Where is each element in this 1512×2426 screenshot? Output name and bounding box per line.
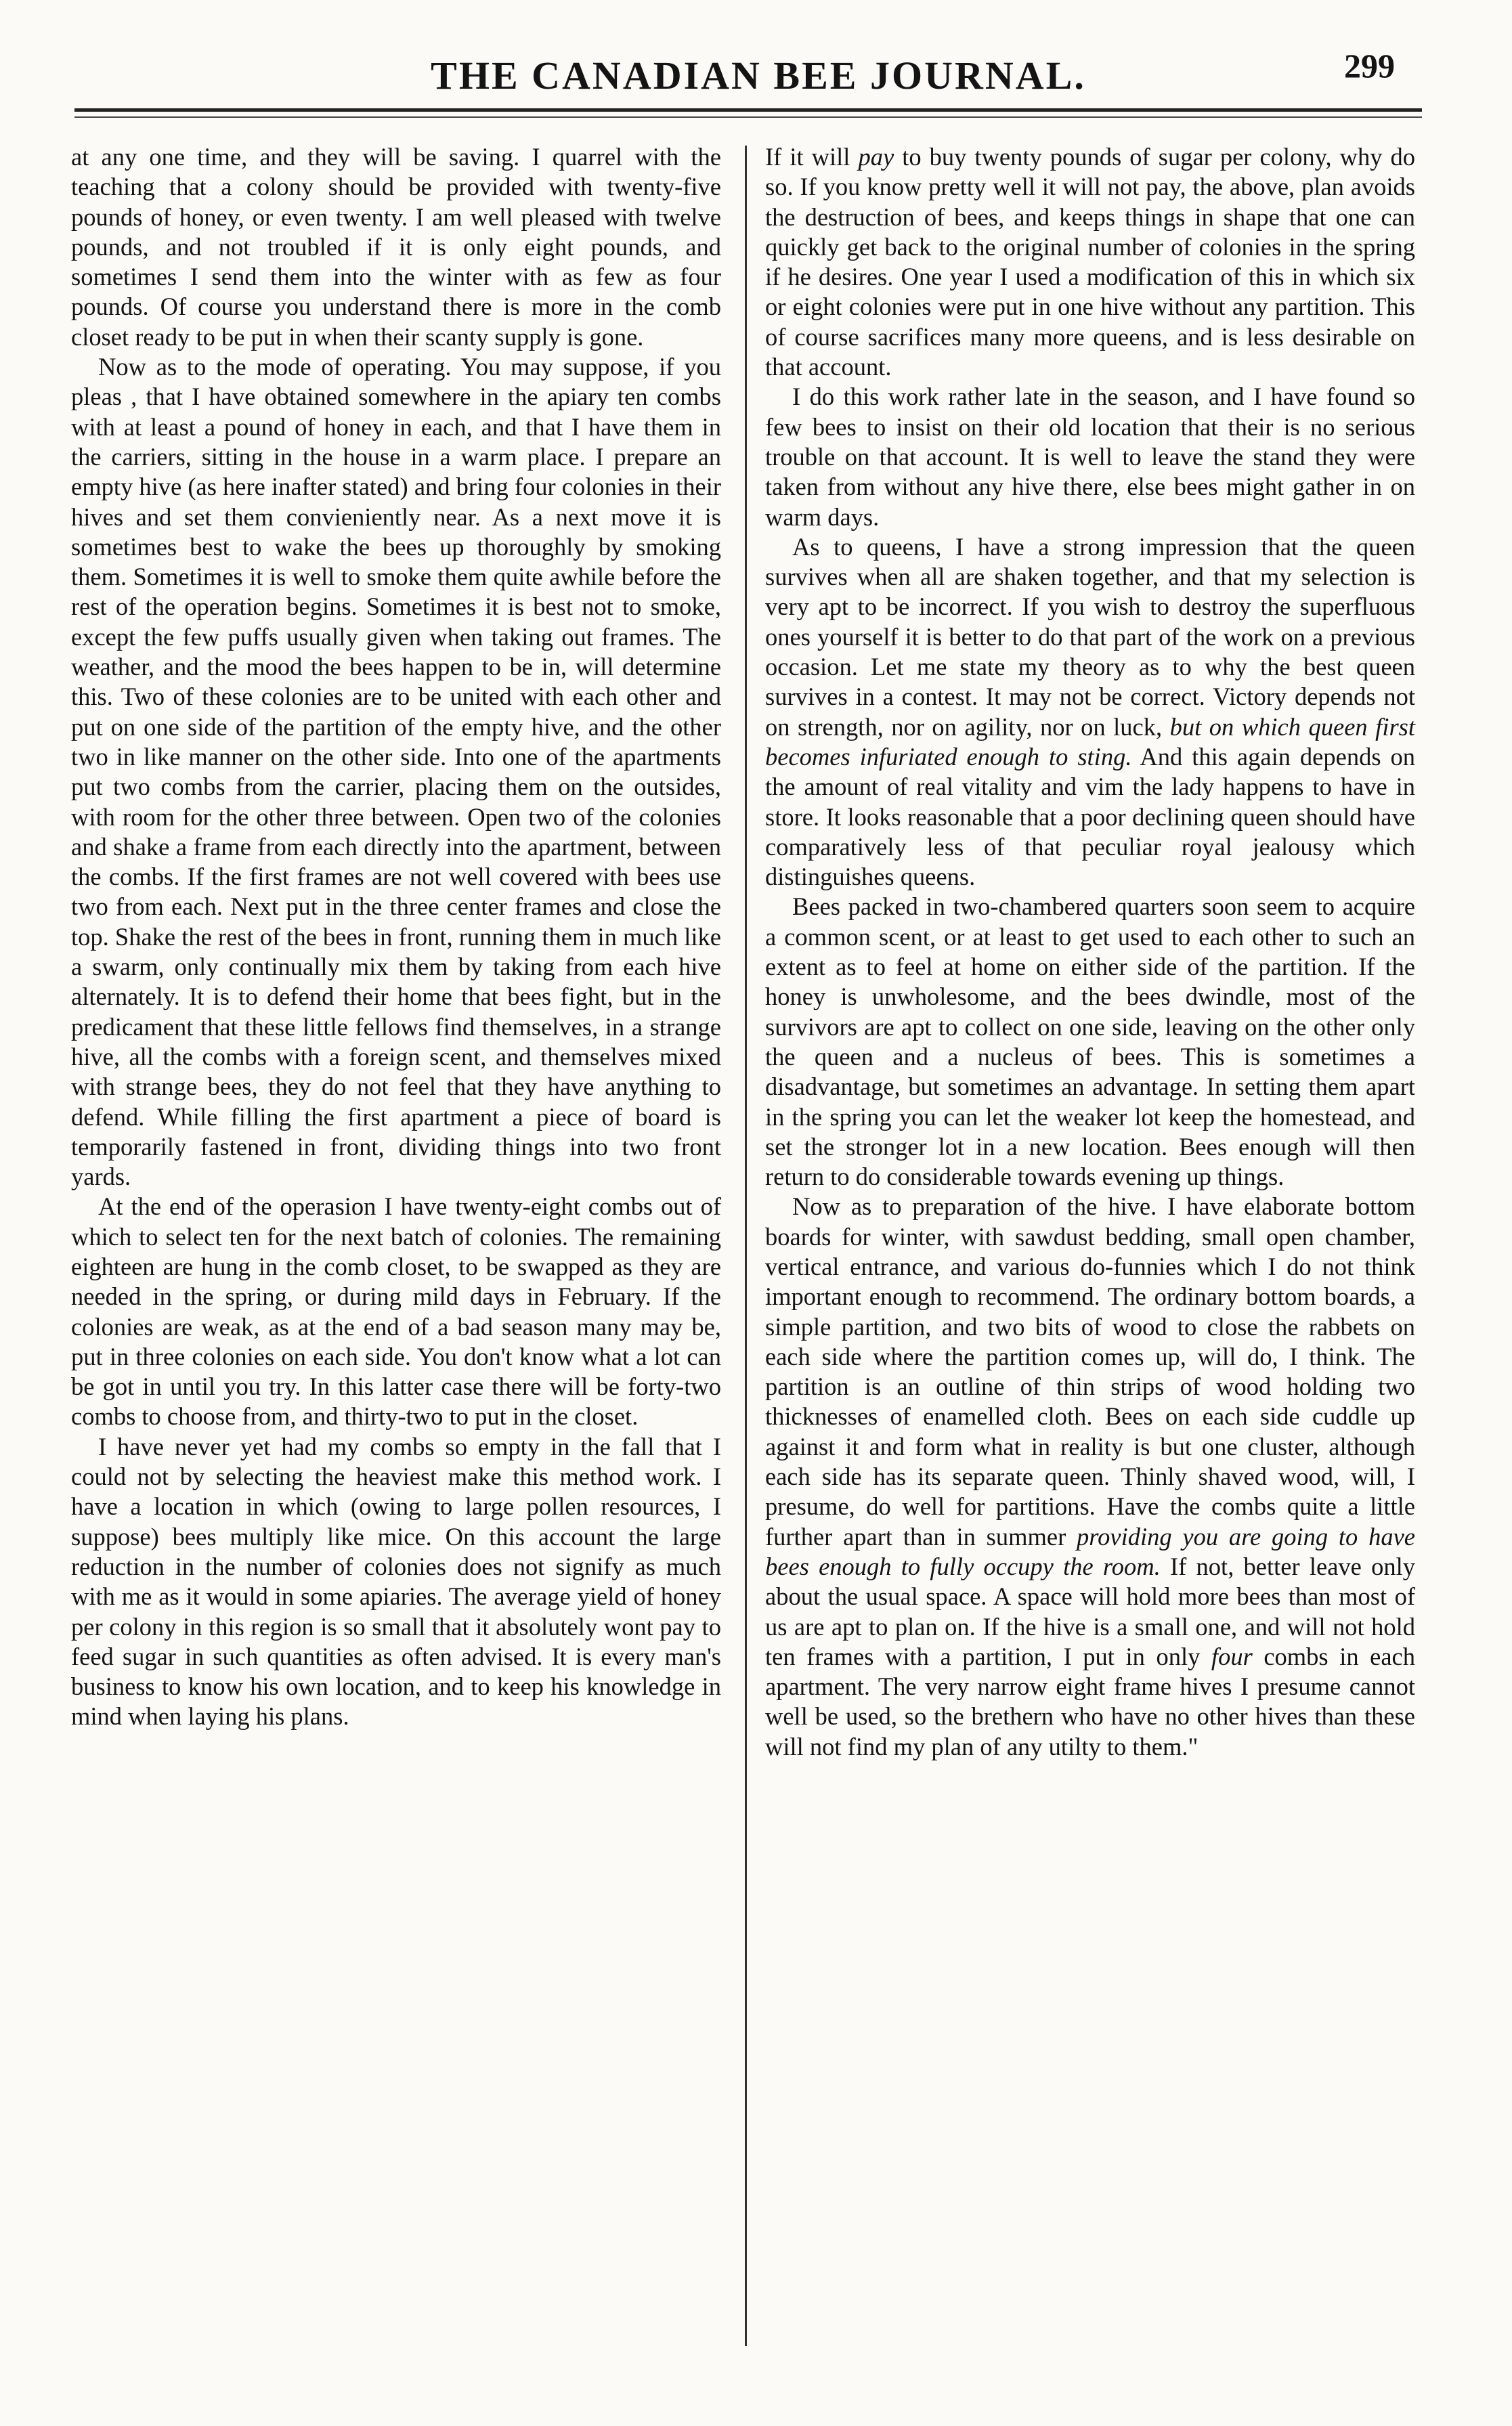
text-run: to buy twenty pounds of sugar per colony, why do so. If you know pretty well it will not pay, the above, plan avoids the destruction of bees, and keeps things in shape that one can quickly get back to the original number of colonies in the spring if he desires. One year I used a modification of this in which six or eight colonies were put in one hive without any partition. This of course sacrifices many more queens, and is less desirable on that account. — [765, 143, 1415, 381]
paragraph: At the end of the operasion I have twenty-eight combs out of which to select ten for the next batch of colonies. The remaining eighteen are hung in the comb closet, to be swapped as they are needed in the spring, or during mild days in February. If the colonies are weak, as at the end of a bad season many may be, put in three colonies on each side. You don't know what a lot can be got in until you try. In this latter case there will be forty-two combs to choose from, and thirty-two to put in the closet. — [71, 1192, 721, 1431]
header-rule-thin — [74, 116, 1422, 118]
journal-title: THE CANADIAN BEE JOURNAL. — [431, 53, 1086, 98]
paragraph — [765, 1192, 1415, 1762]
paragraph: Now as to the mode of operating. You may suppose, if you pleas , that I have obtained somewhere in the apiary ten combs with at least a pound of honey in each, and that I have them in the carriers, sitting in the house in a warm place. I prepare an empty hive (as here inafter stated) and bring four colonies in their hives and set them convieniently near. As a next move it is sometimes best to wake the bees up thoroughly by smoking them. Sometimes it is well to smoke them quite awhile before the rest of the operation begins. Sometimes it is best not to smoke, except the few puffs usually given when taking out frames. The weather, and the mood the bees happen to be in, will determine this. Two of these colonies are to be united with each other and put on one side of the partition of the empty hive, and the other two in like manner on the other side. Into one of the apartments put two combs from the carrier, placing them on the outsides, with room for the other three between. Open two of the colonies and shake a frame from each directly into the apartment, between the combs. If the first frames are not well covered with bees use two from each. Next put in the three center frames and close the top. Shake the rest of the bees in front, running them in much like a swarm, only continually mix them by taking from each hive alternately. It is to defend their home that bees fight, but in the predicament that these little fellows find themselves, in a strange hive, all the combs with a foreign scent, and themselves mixed with strange bees, they do not feel that they have anything to defend. While filling the first apartment a piece of board is temporarily fastened in front, dividing things into two front yards. — [71, 353, 721, 1191]
text-run: combs in each apartment. The very narrow eight frame hives I presume cannot well be used, so the brethern who have no other hives than these will not find my plan of any utilty to them." — [765, 1642, 1416, 1760]
text-run: As to queens, I have a strong impression that the queen survives when all are shaken together, and that my selection is very apt to be incorrect. If you wish to destroy the superfluous ones yourself it is better to do that part of the work on a previous occasion. Let me state my theory as to why the best queen survives in a contest. It may not be correct. Victory depends not on strength, nor on agility, nor on luck, — [765, 532, 1415, 741]
text-run: If it will — [765, 143, 859, 171]
italic-text: but on which queen first becomes infuriated enough to sting. — [765, 712, 1416, 771]
paragraph — [765, 532, 1415, 892]
italic-text: four — [1211, 1642, 1253, 1670]
italic-text: providing you are going to have bees enough to fully occupy the room. — [765, 1522, 1415, 1580]
left-column — [71, 142, 721, 1732]
paragraph: at any one time, and they will be saving. I quarrel with the teaching that a colony should be provided with twenty-five pounds of honey, or even twenty. I am well pleased with twelve pounds, and not troubled if it is only eight pounds, and sometimes I send them into the winter with as few as four pounds. Of course you understand there is more in the comb closet ready to be put in when their scanty supply is gone. — [71, 143, 721, 351]
right-column — [765, 142, 1415, 1762]
page-header — [74, 41, 1442, 115]
text-run: Now as to preparation of the hive. I have elaborate bottom boards for winter, with sawdust bedding, small open chamber, vertical entrance, and various do-funnies which I do not think important enough to recommend. The ordinary bottom boards, a simple partition, and two bits of wood to close the rabbets on each side where the partition comes up, will do, I think. The partition is an outline of thin strips of wood holding two thicknesses of enamelled cloth. Bees on each side cuddle up against it and form what in reality is but one cluster, although each side has its separate queen. Thinly shaved wood, will, I presume, do well for partitions. Have the combs quite a little further apart than in summer — [765, 1192, 1415, 1551]
paragraph: I do this work rather late in the season, and I have found so few bees to insist on their old location that their is no serious trouble on that account. It is well to leave the stand they were taken from without any hive there, else bees might gather in on warm days. — [765, 383, 1415, 531]
header-rule — [74, 108, 1422, 112]
paragraph: Bees packed in two-chambered quarters soon seem to acquire a common scent, or at least to get used to each other to such an extent as to feel at home on either side of the partition. If the honey is unwholesome, and the bees dwindle, most of the survivors are apt to collect on one side, leaving on the other only the queen and a nucleus of bees. This is sometimes a disadvantage, but sometimes an advantage. In setting them apart in the spring you can let the weaker lot keep the homestead, and set the stronger lot in a new location. Bees enough will then return to do considerable towards evening up things. — [765, 892, 1415, 1191]
page-number: 299 — [1344, 47, 1395, 85]
text-run: If not, better leave only about the usual space. A space will hold more bees than most of us are apt to plan on. If the hive is a small one, and will not hold ten frames with a partition, I put in only — [765, 1552, 1415, 1670]
column-divider — [745, 146, 747, 2346]
paragraph — [765, 142, 1415, 382]
text-run: And this again depends on the amount of real vitality and vim the lady happens to have in store. It looks reasonable that a poor declining queen should have comparatively less of that peculiar royal jealousy which distinguishes queens. — [765, 742, 1415, 891]
italic-text: pay — [858, 143, 894, 171]
paragraph: I have never yet had my combs so empty in the fall that I could not by selecting the heaviest make this method work. I have a location in which (owing to large pollen resources, I suppose) bees multiply like mice. On this account the large reduction in the number of colonies does not signify as much with me as it would in some apiaries. The average yield of honey per colony in this region is so small that it absolutely wont pay to feed sugar in such quantities as often advised. It is every man's business to know his own location, and to keep his knowledge in mind when laying his plans. — [71, 1432, 721, 1731]
